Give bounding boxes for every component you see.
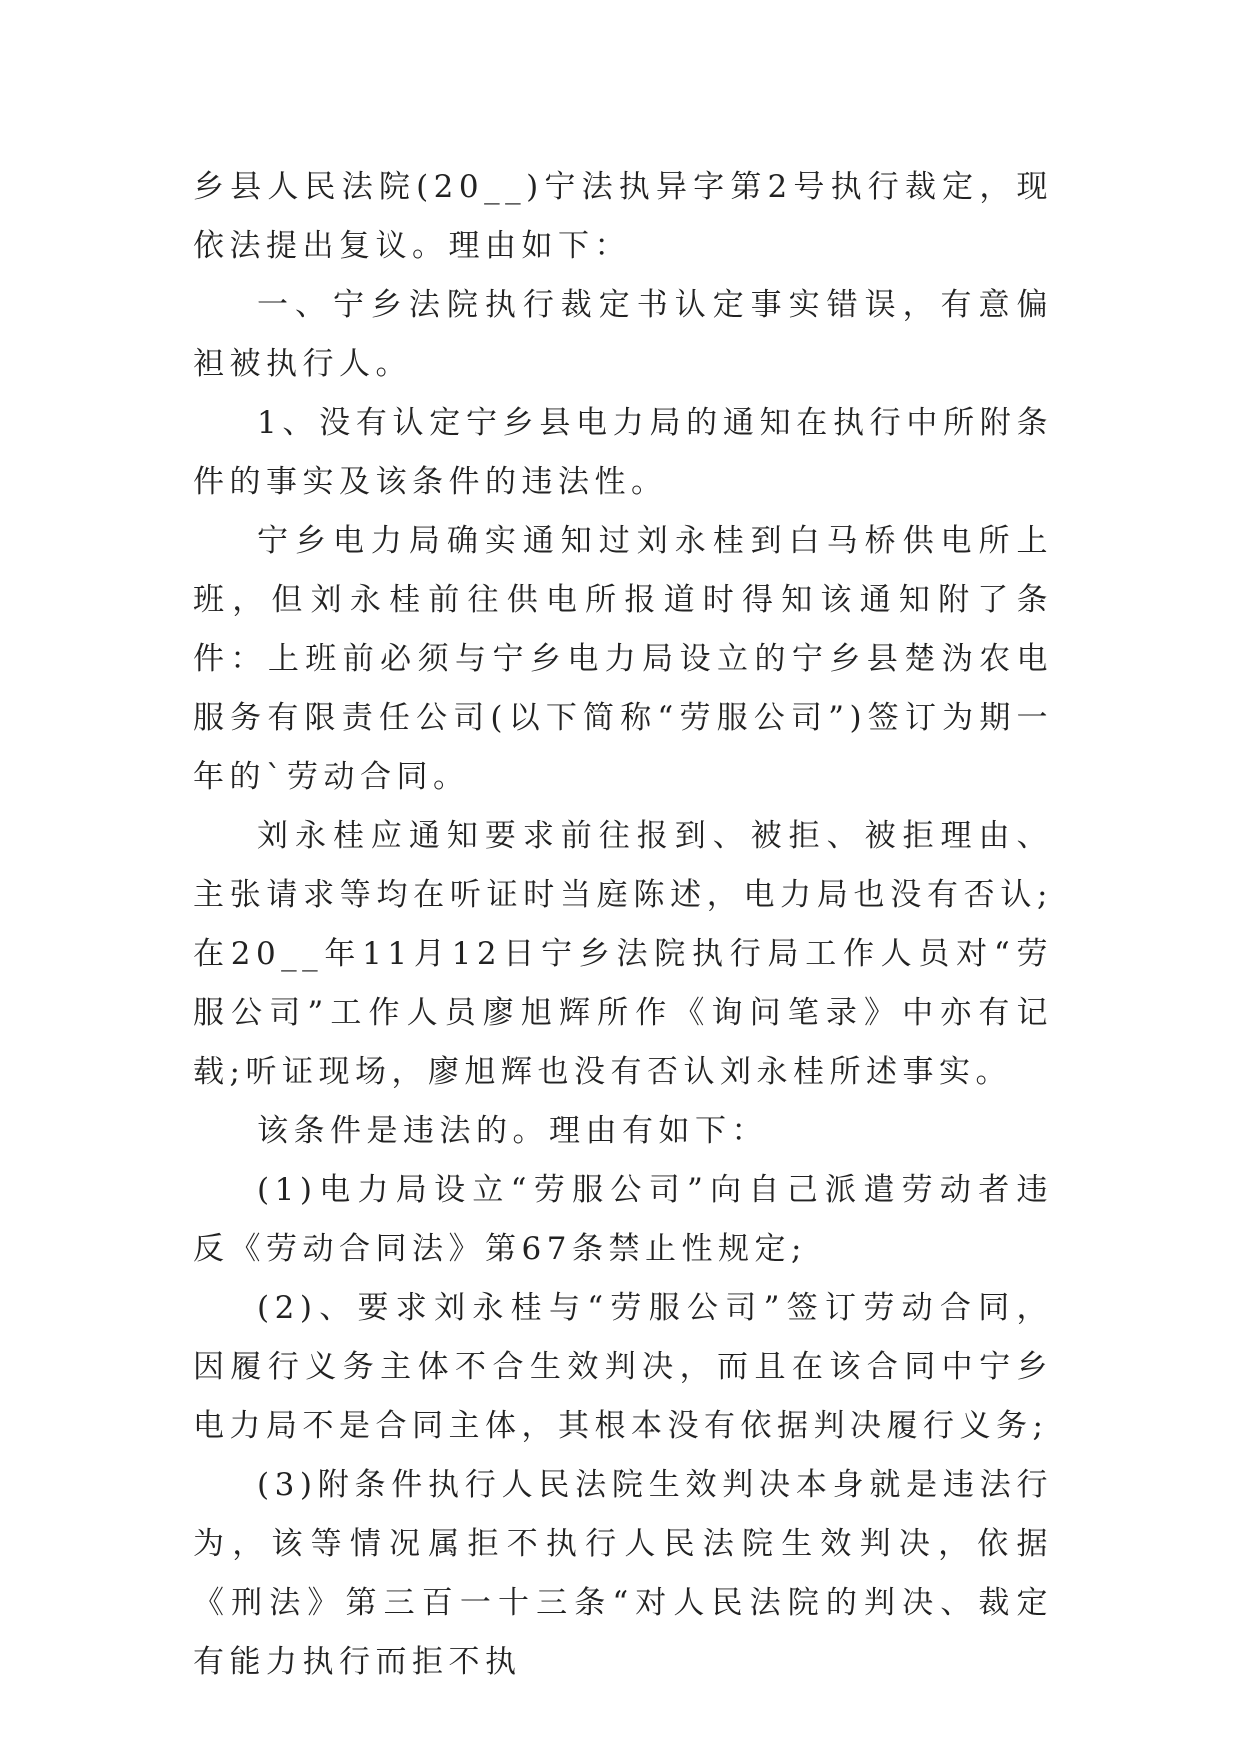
paragraph-illegal-condition: 该条件是违法的。理由有如下： [257,1113,768,1149]
paragraph-item-1: 1、没有认定宁乡县电力局的通知在执行中所附条件的事实及该条件的违法性。 [193,405,1053,500]
paragraph-reason-3: (3)附条件执行人民法院生效判决本身就是违法行为，该等情况属拒不执行人民法院生效判决，依据《刑法》第三百一十三条“对人民法院的判决、裁定有能力执行而拒不执 [193,1467,1053,1680]
paragraph-notice-facts: 宁乡电力局确实通知过刘永桂到白马桥供电所上班，但刘永桂前往供电所报道时得知该通知附了条件：上班前必须与宁乡电力局设立的宁乡县楚沩农电服务有限责任公司(以下简称“劳服公司”)签订为期一年的`劳动合同。 [193,523,1053,795]
paragraph-hearing-facts: 刘永桂应通知要求前往报到、被拒、被拒理由、主张请求等均在听证时当庭陈述，电力局也没有否认;在20__年11月12日宁乡法院执行局工作人员对“劳服公司”工作人员廖旭辉所作《询问笔录》中亦有记载;听证现场，廖旭辉也没有否认刘永桂所述事实。 [193,818,1053,1090]
paragraph-point-one: 一、宁乡法院执行裁定书认定事实错误，有意偏袒被执行人。 [193,287,1053,382]
document-body [193,158,1053,1692]
paragraph-reason-1: (1)电力局设立“劳服公司”向自己派遣劳动者违反《劳动合同法》第67条禁止性规定; [193,1172,1053,1267]
paragraph-continuation: 乡县人民法院(20__)宁法执异字第2号执行裁定，现依法提出复议。理由如下： [193,169,1053,264]
paragraph-reason-2: (2)、要求刘永桂与“劳服公司”签订劳动合同，因履行义务主体不合生效判决，而且在该合同中宁乡电力局不是合同主体，其根本没有依据判决履行义务; [193,1290,1053,1444]
